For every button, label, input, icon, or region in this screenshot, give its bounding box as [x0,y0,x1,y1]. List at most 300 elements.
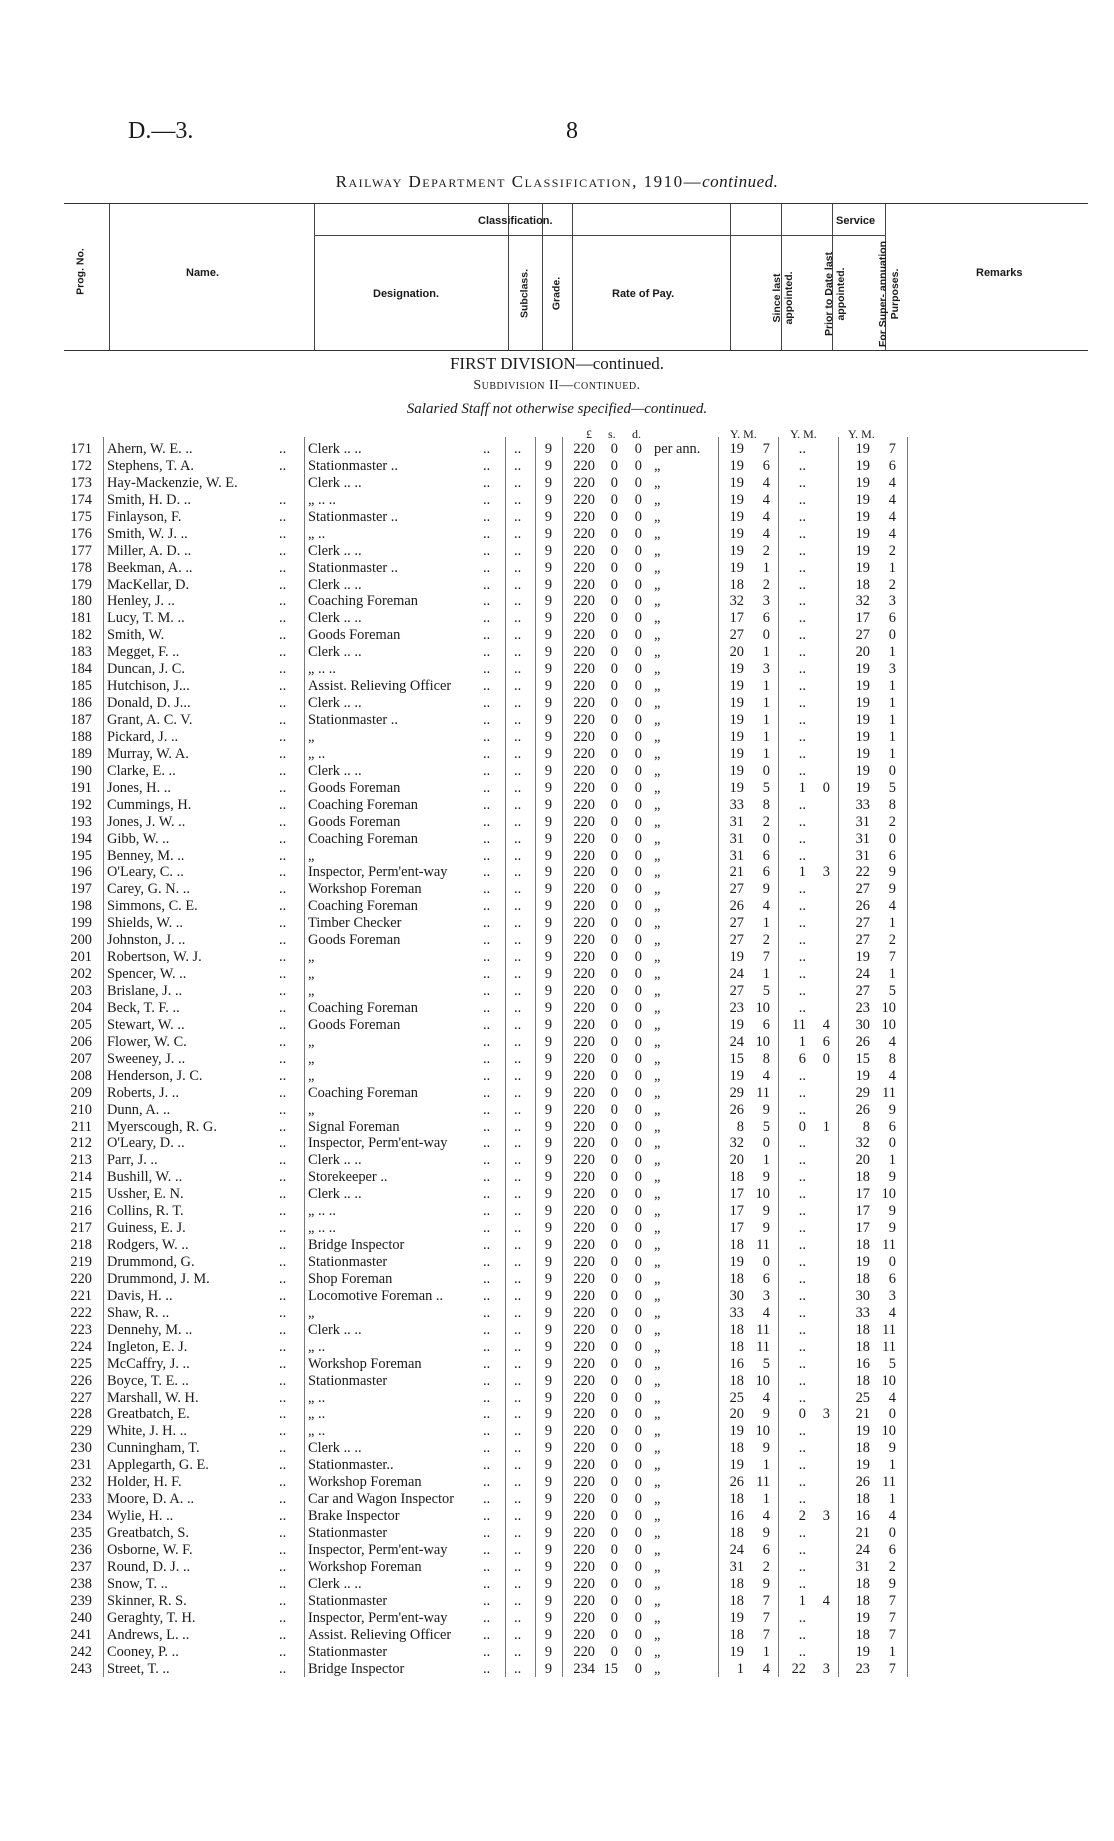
cell-super-years: 18 [855,1169,870,1186]
cell-designation-leader: .. [483,1626,491,1643]
cell-name-leader: .. [279,1338,287,1355]
cell-designation: Signal Foreman [308,1118,400,1135]
cell-pay-pence: 0 [634,1050,642,1067]
cell-designation-leader: .. [483,1287,491,1304]
cell-designation-leader: .. [483,1203,491,1220]
cell-designation-leader: .. [483,1220,491,1237]
cell-since-years: 23 [729,999,744,1016]
cell-since-months: 1 [762,1457,770,1474]
cell-super-years: 33 [855,796,870,813]
cell-name-leader: .. [279,1016,287,1033]
cell-grade: 9 [544,508,553,525]
cell-pay-shillings: 0 [610,932,618,949]
division-heading: FIRST DIVISION—continued. [449,354,665,373]
cell-prior-years: .. [798,1287,806,1304]
cell-pay-period: „ [654,1152,661,1169]
cell-since-months: 5 [762,779,770,796]
cell-pay-period: „ [654,593,661,610]
cell-since-months: 9 [762,1220,770,1237]
cell-grade: 9 [544,1270,553,1287]
cell-prior-months: 4 [822,1592,830,1609]
cell-super-years: 30 [855,1016,870,1033]
cell-pay-pence: 0 [634,695,642,712]
cell-subclass: .. [514,745,522,762]
cell-name: Cooney, P. .. [107,1643,179,1660]
cell-designation-leader: .. [483,1457,491,1474]
cell-pay-period: „ [654,813,661,830]
cell-super-months: 3 [888,593,896,610]
cell-pay-pence: 0 [634,1186,642,1203]
cell-prior-years: 11 [792,1016,806,1033]
cell-subclass: .. [514,1660,522,1677]
cell-pay-period: „ [654,1101,661,1118]
cell-pay-shillings: 0 [610,915,618,932]
cell-grade: 9 [544,813,553,830]
table-row [0,1220,1114,1237]
cell-designation: „ [308,728,315,745]
cell-subclass: .. [514,1152,522,1169]
cell-pay-pounds: 220 [573,1457,595,1474]
cell-super-years: 20 [855,644,870,661]
table-row [0,1135,1114,1152]
cell-prior-years: .. [798,593,806,610]
cell-pay-shillings: 0 [610,508,618,525]
cell-prior-years: .. [798,745,806,762]
cell-name: Bushill, W. .. [107,1169,183,1186]
cell-prior-years: .. [798,1457,806,1474]
cell-pay-pounds: 234 [573,1660,595,1677]
cell-pay-pounds: 220 [573,1525,595,1541]
cell-subclass: .. [514,983,522,999]
cell-name: Finlayson, F. [107,508,182,525]
cell-pay-shillings: 0 [610,1203,618,1220]
cell-since-years: 19 [729,457,744,474]
cell-pay-period: „ [654,932,661,949]
cell-designation-leader: .. [483,813,491,830]
cell-super-months: 1 [888,1152,896,1169]
cell-pay-pence: 0 [634,1101,642,1118]
cell-pay-period: „ [654,1203,661,1220]
cell-prog-no: 180 [70,593,92,610]
cell-name-leader: .. [279,1592,287,1609]
cell-super-months: 3 [888,1287,896,1304]
cell-subclass: .. [514,1592,522,1609]
cell-since-months: 5 [762,983,770,999]
cell-name-leader: .. [279,559,287,576]
cell-prior-years: 1 [798,779,806,796]
cell-designation-leader: .. [483,847,491,864]
cell-pay-pence: 0 [634,644,642,661]
cell-designation: Coaching Foreman [308,796,418,813]
cell-pay-pounds: 220 [573,525,595,542]
cell-since-months: 5 [762,1118,770,1135]
cell-super-months: 9 [888,881,896,898]
cell-pay-period: „ [654,915,661,932]
cell-subclass: .. [514,1237,522,1254]
cell-pay-pounds: 220 [573,779,595,796]
cell-super-years: 17 [855,1203,870,1220]
cell-pay-pence: 0 [634,1254,642,1270]
cell-name: Jones, H. .. [107,779,171,796]
cell-grade: 9 [544,627,553,644]
cell-subclass: .. [514,1050,522,1067]
cell-grade: 9 [544,661,553,678]
table-row [0,492,1114,509]
cell-pay-pence: 0 [634,474,642,491]
cell-pay-period: „ [654,728,661,745]
cell-subclass: .. [514,1525,522,1541]
cell-designation-leader: .. [483,1575,491,1592]
cell-pay-shillings: 0 [610,1254,618,1270]
cell-name-leader: .. [279,1220,287,1237]
cell-name: Smith, W. [107,627,165,644]
cell-designation-leader: .. [483,1152,491,1169]
table-row [0,932,1114,949]
table-row [0,441,1114,458]
cell-subclass: .. [514,1558,522,1575]
cell-super-months: 7 [888,1626,896,1643]
cell-designation: Clerk .. .. [308,644,362,661]
cell-prog-no: 186 [70,695,92,712]
table-header [64,203,1088,351]
cell-since-years: 19 [729,678,744,695]
cell-pay-pounds: 220 [573,1609,595,1626]
cell-prior-years: .. [798,1254,806,1270]
cell-designation: „ .. .. [308,1203,336,1220]
cell-pay-pounds: 220 [573,1135,595,1152]
cell-since-years: 19 [729,1423,744,1440]
cell-subclass: .. [514,1575,522,1592]
cell-grade: 9 [544,1660,553,1677]
cell-pay-pounds: 220 [573,1508,595,1525]
cell-designation: Timber Checker [308,915,402,932]
cell-subclass: .. [514,576,522,593]
cell-pay-pounds: 220 [573,1067,595,1084]
subdivision-heading: Subdivision II—continued. [473,378,641,393]
cell-prog-no: 202 [70,966,92,983]
cell-grade: 9 [544,745,553,762]
cell-since-months: 0 [762,627,770,644]
cell-pay-period: „ [654,898,661,915]
cell-prog-no: 227 [70,1389,92,1406]
table-row [0,949,1114,966]
cell-subclass: .. [514,1406,522,1423]
cell-since-years: 26 [729,1474,744,1491]
cell-super-months: 4 [888,474,896,491]
cell-name-leader: .. [279,796,287,813]
cell-pay-period: „ [654,1033,661,1050]
cell-since-years: 18 [729,1525,744,1541]
cell-name-leader: .. [279,983,287,999]
cell-pay-pence: 0 [634,1558,642,1575]
table-row [0,1508,1114,1525]
cell-name-leader: .. [279,1372,287,1389]
cell-designation-leader: .. [483,1440,491,1457]
cell-pay-shillings: 0 [610,1592,618,1609]
cell-name-leader: .. [279,1254,287,1270]
cell-super-years: 20 [855,1152,870,1169]
cell-pay-period: „ [654,1016,661,1033]
cell-grade: 9 [544,779,553,796]
cell-prog-no: 234 [70,1508,92,1525]
cell-super-years: 31 [855,1558,870,1575]
table-row [0,1457,1114,1474]
cell-designation: Car and Wagon Inspector [308,1491,455,1508]
cell-prior-years: 22 [791,1660,806,1677]
cell-prior-years: .. [798,1101,806,1118]
cell-pay-pounds: 220 [573,1491,595,1508]
cell-since-years: 33 [729,796,744,813]
cell-designation: „ .. [308,745,326,762]
cell-grade: 9 [544,474,553,491]
cell-designation: Coaching Foreman [308,830,418,847]
cell-name-leader: .. [279,1541,287,1558]
cell-pay-pounds: 220 [573,576,595,593]
cell-super-months: 9 [888,864,896,881]
cell-pay-period: „ [654,1491,661,1508]
cell-since-years: 31 [729,830,744,847]
cell-prior-years: .. [798,1389,806,1406]
cell-since-months: 7 [762,1592,770,1609]
cell-super-years: 27 [855,983,870,999]
cell-since-years: 17 [729,1186,744,1203]
cell-pay-pence: 0 [634,627,642,644]
cell-pay-pounds: 220 [573,999,595,1016]
cell-super-years: 19 [855,762,870,779]
cell-super-months: 10 [881,999,896,1016]
table-row [0,475,1114,492]
cell-pay-period: „ [654,1440,661,1457]
cell-designation: Clerk .. .. [308,1152,362,1169]
cell-prior-months: 3 [822,864,830,881]
cell-super-months: 2 [888,576,896,593]
cell-designation: „ [308,983,315,999]
cell-super-months: 7 [888,441,896,457]
cell-since-years: 18 [729,1321,744,1338]
cell-since-years: 19 [729,525,744,542]
cell-super-years: 18 [855,1270,870,1287]
cell-designation: „ [308,1050,315,1067]
cell-since-months: 1 [762,559,770,576]
cell-grade: 9 [544,1389,553,1406]
cell-super-years: 16 [855,1508,870,1525]
table-row [0,526,1114,543]
table-row [0,1373,1114,1390]
cell-prog-no: 188 [70,728,92,745]
cell-name: Stephens, T. A. [107,457,195,474]
cell-name-leader: .. [279,1186,287,1203]
cell-pay-period: „ [654,1609,661,1626]
cell-super-years: 19 [855,441,870,457]
cell-name: Robertson, W. J. [107,949,202,966]
cell-pay-shillings: 0 [610,847,618,864]
cell-pay-period: „ [654,678,661,695]
cell-pay-period: „ [654,966,661,983]
cell-prog-no: 203 [70,983,92,999]
page-reference: D.—3. [128,118,194,144]
cell-pay-period: „ [654,712,661,728]
cell-pay-pence: 0 [634,1643,642,1660]
cell-designation-leader: .. [483,1592,491,1609]
cell-grade: 9 [544,932,553,949]
cell-prog-no: 178 [70,559,92,576]
cell-since-years: 32 [729,593,744,610]
cell-pay-shillings: 0 [610,728,618,745]
cell-super-months: 1 [888,695,896,712]
cell-since-years: 20 [729,1406,744,1423]
cell-super-months: 11 [882,1338,896,1355]
cell-prog-no: 238 [70,1575,92,1592]
cell-super-months: 1 [888,745,896,762]
cell-since-years: 26 [729,898,744,915]
cell-since-years: 27 [729,983,744,999]
cell-pay-pence: 0 [634,712,642,728]
cell-pay-shillings: 0 [610,1152,618,1169]
cell-designation-leader: .. [483,441,491,457]
cell-grade: 9 [544,1186,553,1203]
cell-since-months: 7 [762,1609,770,1626]
cell-name: Smith, W. J. .. [107,525,188,542]
cell-pay-pence: 0 [634,441,642,457]
cell-super-years: 26 [855,1474,870,1491]
cell-designation-leader: .. [483,932,491,949]
cell-pay-period: „ [654,644,661,661]
cell-super-months: 0 [888,830,896,847]
cell-super-months: 1 [888,728,896,745]
cell-pay-pounds: 220 [573,627,595,644]
cell-pay-shillings: 0 [610,491,618,508]
cell-name: Lucy, T. M. .. [107,610,185,627]
cell-name: Clarke, E. .. [107,762,176,779]
cell-pay-period: „ [654,1135,661,1152]
cell-grade: 9 [544,1558,553,1575]
cell-designation: Clerk .. .. [308,542,362,559]
cell-super-years: 18 [855,1592,870,1609]
cell-subclass: .. [514,1101,522,1118]
cell-grade: 9 [544,1474,553,1491]
cell-name-leader: .. [279,966,287,983]
table-row [0,593,1114,610]
cell-grade: 9 [544,441,553,457]
cell-super-months: 4 [888,898,896,915]
cell-prog-no: 220 [70,1270,92,1287]
cell-designation: Assist. Relieving Officer [308,1626,452,1643]
cell-grade: 9 [544,1287,553,1304]
staff-heading: Salaried Staff not otherwise specified—continued. [406,401,708,417]
cell-pay-shillings: 0 [610,949,618,966]
cell-name: Skinner, R. S. [107,1592,187,1609]
cell-designation: „ .. [308,1406,326,1423]
cell-pay-shillings: 0 [610,644,618,661]
table-row [0,1000,1114,1017]
cell-pay-pence: 0 [634,1541,642,1558]
cell-designation: Workshop Foreman [308,1474,422,1491]
cell-grade: 9 [544,1423,553,1440]
cell-pay-pounds: 220 [573,441,595,457]
cell-designation: „ .. [308,1338,326,1355]
cell-super-months: 4 [888,1508,896,1525]
cell-prog-no: 174 [70,491,92,508]
cell-pay-pence: 0 [634,1372,642,1389]
cell-super-years: 21 [855,1525,870,1541]
cell-pay-shillings: 0 [610,1101,618,1118]
cell-pay-shillings: 0 [610,1237,618,1254]
cell-name: Gibb, W. .. [107,830,170,847]
cell-pay-pence: 0 [634,847,642,864]
cell-grade: 9 [544,491,553,508]
cell-pay-pence: 0 [634,898,642,915]
cell-name: Snow, T. .. [107,1575,168,1592]
cell-designation: Stationmaster [308,1592,388,1609]
cell-prior-years: .. [798,627,806,644]
cell-since-months: 9 [762,881,770,898]
cell-prog-no: 239 [70,1592,92,1609]
cell-prior-years: .. [798,949,806,966]
cell-super-years: 23 [855,999,870,1016]
cell-super-years: 31 [855,830,870,847]
cell-super-years: 27 [855,627,870,644]
cell-since-months: 9 [762,1203,770,1220]
table-row [0,1102,1114,1119]
cell-since-months: 11 [756,1338,770,1355]
cell-designation: Coaching Foreman [308,593,418,610]
cell-super-years: 19 [855,745,870,762]
cell-designation: Clerk .. .. [308,1321,362,1338]
cell-prog-no: 226 [70,1372,92,1389]
cell-prior-years: .. [798,441,806,457]
cell-pay-shillings: 0 [610,441,618,457]
cell-designation: Goods Foreman [308,813,401,830]
table-row [0,1542,1114,1559]
cell-subclass: .. [514,1220,522,1237]
cell-super-years: 19 [855,728,870,745]
cell-designation-leader: .. [483,1101,491,1118]
cell-prior-years: .. [798,678,806,695]
cell-prog-no: 185 [70,678,92,695]
cell-super-months: 10 [881,1186,896,1203]
cell-pay-period: „ [654,1592,661,1609]
table-row [0,1254,1114,1271]
cell-prog-no: 215 [70,1186,92,1203]
cell-designation: Clerk .. .. [308,441,362,457]
cell-name-leader: .. [279,745,287,762]
cell-since-months: 3 [762,661,770,678]
cell-super-years: 19 [855,1643,870,1660]
cell-since-months: 1 [762,644,770,661]
cell-pay-pence: 0 [634,593,642,610]
cell-pay-pence: 0 [634,678,642,695]
cell-name-leader: .. [279,712,287,728]
cell-name: Shields, W. .. [107,915,183,932]
cell-pay-period: „ [654,1457,661,1474]
header-since-last: Since last appointed. [771,271,795,325]
cell-since-years: 16 [729,1508,744,1525]
cell-super-months: 0 [888,627,896,644]
cell-pay-shillings: 0 [610,779,618,796]
cell-pay-period: „ [654,1575,661,1592]
cell-prior-years: .. [798,1575,806,1592]
cell-super-months: 0 [888,1406,896,1423]
cell-pay-pounds: 220 [573,474,595,491]
cell-prog-no: 211 [70,1118,92,1135]
cell-designation-leader: .. [483,559,491,576]
cell-grade: 9 [544,898,553,915]
cell-name: Marshall, W. H. [107,1389,199,1406]
cell-super-years: 18 [855,1338,870,1355]
cell-prior-years: .. [798,1203,806,1220]
cell-prog-no: 233 [70,1491,92,1508]
cell-prior-months: 3 [822,1508,830,1525]
